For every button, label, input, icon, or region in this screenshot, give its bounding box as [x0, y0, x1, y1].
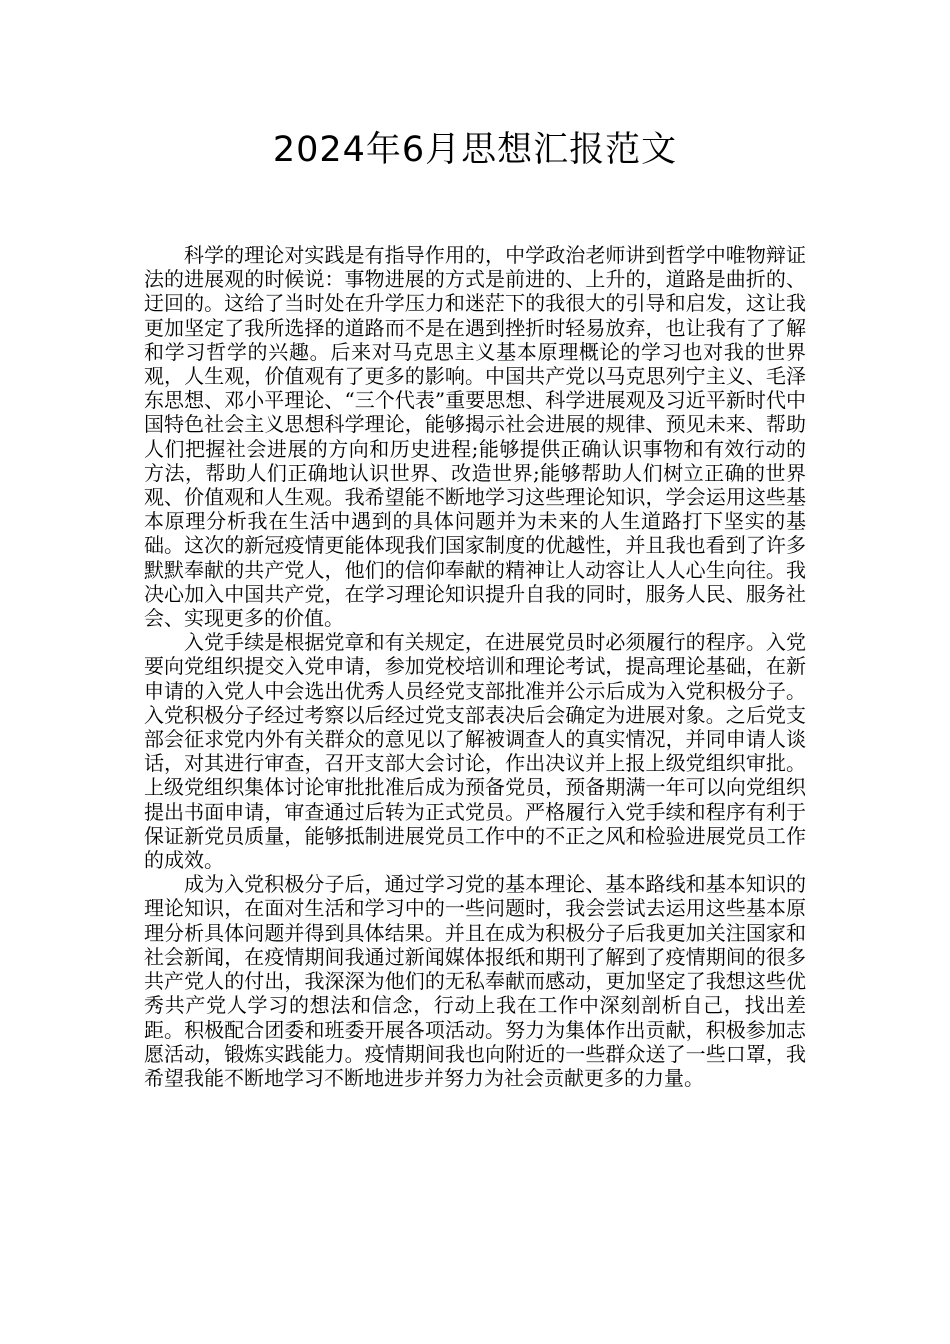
- paragraph-3: 成为入党积极分子后，通过学习党的基本理论、基本路线和基本知识的理论知识，在面对生活和学习中的一些问题时，我会尝试去运用这些基本原理分析具体问题并得到具体结果。并且在成为积极分子后我更加关注国家和社会新闻，在疫情期间我通过新闻媒体报纸和期刊了解到了疫情期间的很多共产党人的付出，我深深为他们的无私奉献而感动，更加坚定了我想这些优秀共产党人学习的想法和信念，行动上我在工作中深刻剖析自己，找出差距。积极配合团委和班委开展各项活动。努力为集体作出贡献，积极参加志愿活动，锻炼实践能力。疫情期间我也向附近的一些群众送了一些口罩，我希望我能不断地学习不断地进步并努力为社会贡献更多的力量。: [144, 872, 806, 1090]
- paragraph-2: 入党手续是根据党章和有关规定，在进展党员时必须履行的程序。入党要向党组织提交入党申请，参加党校培训和理论考试，提高理论基础，在新申请的入党人中会选出优秀人员经党支部批准并公示后成为入党积极分子。入党积极分子经过考察以后经过党支部表决后会确定为进展对象。之后党支部会征求党内外有关群众的意见以了解被调查人的真实情况，并同申请人谈话，对其进行审查，召开支部大会讨论，作出决议并上报上级党组织审批。上级党组织集体讨论审批批准后成为预备党员，预备期满一年可以向党组织提出书面申请，审查通过后转为正式党员。严格履行入党手续和程序有利于保证新党员质量，能够抵制进展党员工作中的不正之风和检验进展党员工作的成效。: [144, 630, 806, 873]
- document-title: 2024年6月思想汇报范文: [272, 130, 678, 170]
- paragraph-1: 科学的理论对实践是有指导作用的，中学政治老师讲到哲学中唯物辩证法的进展观的时候说：事物进展的方式是前进的、上升的，道路是曲折的、迂回的。这给了当时处在升学压力和迷茫下的我很大的引导和启发，这让我更加坚定了我所选择的道路而不是在遇到挫折时轻易放弃，也让我有了了解和学习哲学的兴趣。后来对马克思主义基本原理概论的学习也对我的世界观，人生观，价值观有了更多的影响。中国共产党以马克思列宁主义、毛泽东思想、邓小平理论、“三个代表”重要思想、科学进展观及习近平新时代中国特色社会主义思想科学理论，能够揭示社会进展的规律、预见未来、帮助人们把握社会进展的方向和历史进程;能够提供正确认识事物和有效行动的方法，帮助人们正确地认识世界、改造世界;能够帮助人们树立正确的世界观、价值观和人生观。我希望能不断地学习这些理论知识，学会运用这些基本原理分析我在生活中遇到的具体问题并为未来的人生道路打下坚实的基础。这次的新冠疫情更能体现我们国家制度的优越性，并且我也看到了许多默默奉献的共产党人，他们的信仰奉献的精神让人动容让人人心生向往。我决心加入中国共产党，在学习理论知识提升自我的同时，服务人民、服务社会、实现更多的价值。: [144, 243, 806, 631]
- document-body: [144, 243, 806, 1090]
